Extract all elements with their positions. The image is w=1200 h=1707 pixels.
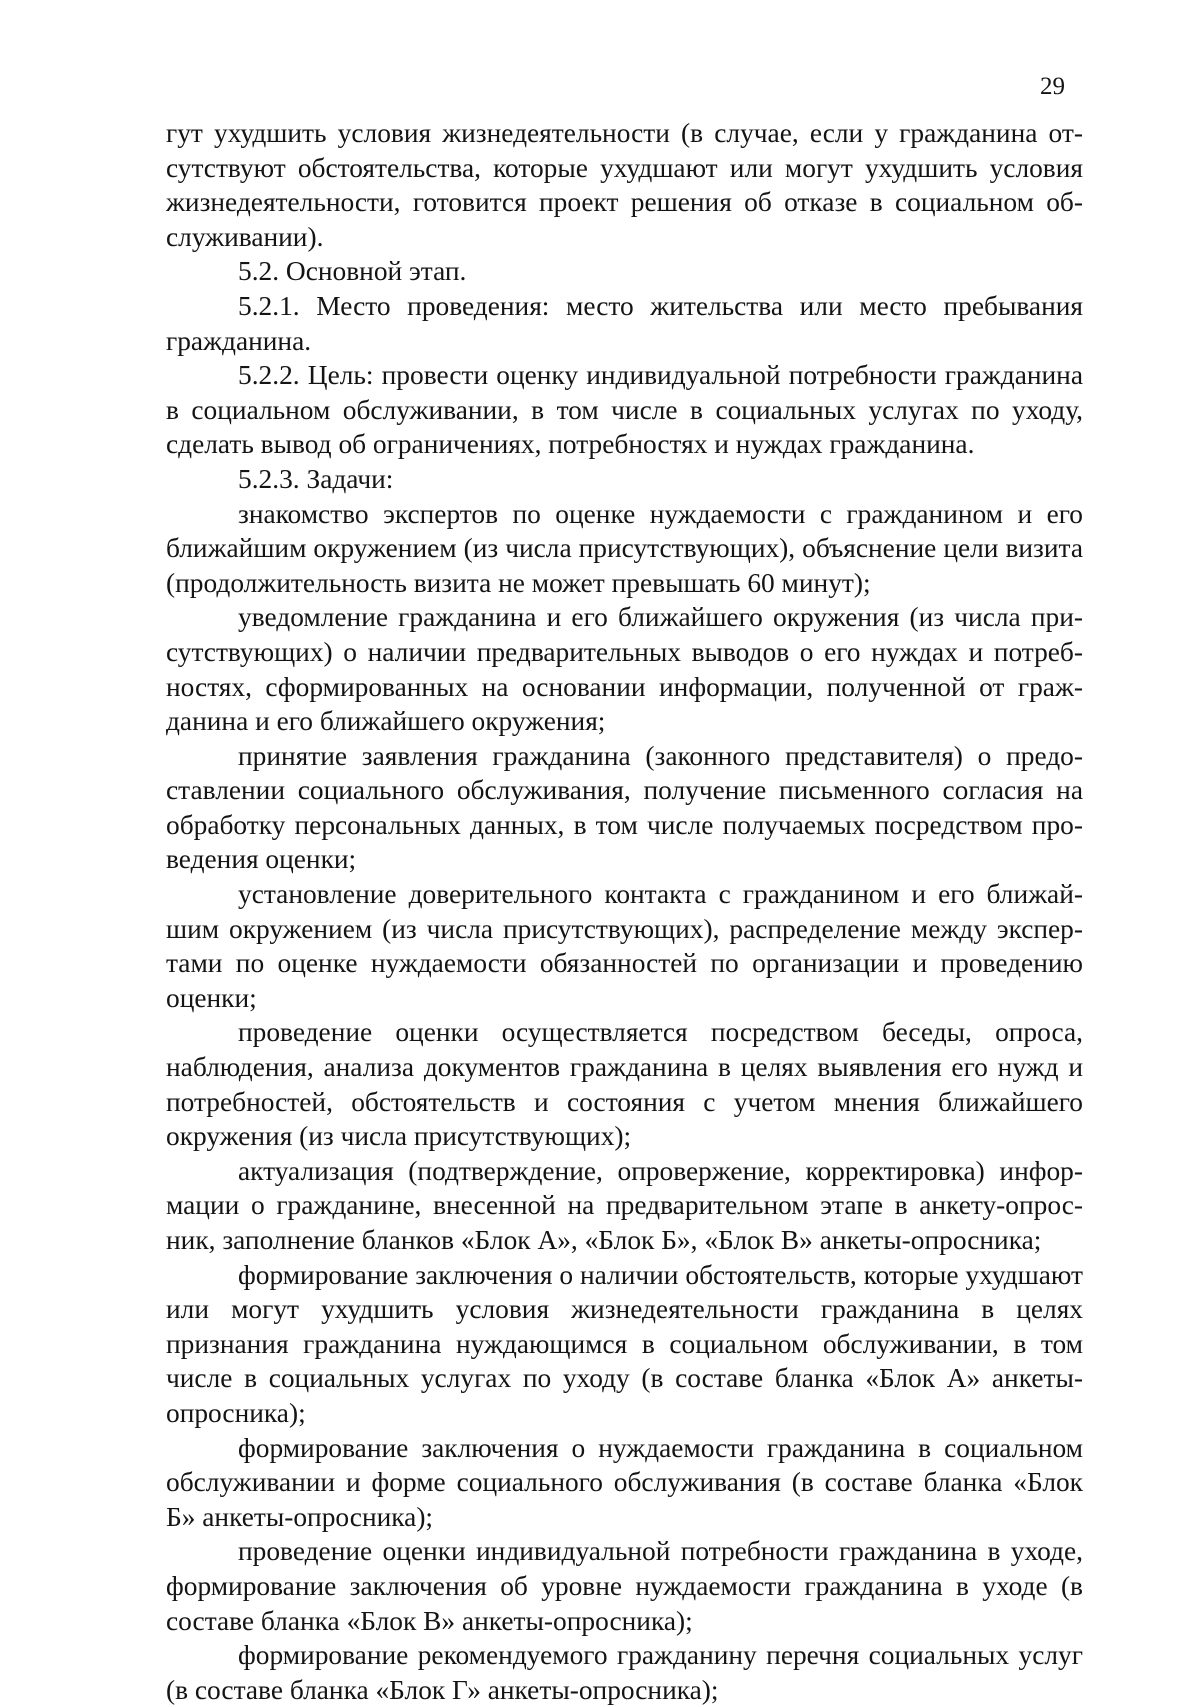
paragraph-5-2-3: 5.2.3. Задачи:: [238, 463, 394, 494]
document-body: [166, 116, 1083, 1707]
paragraph-5-2-2: 5.2.2. Цель: провести оценку индивидуальной потребности гражданина в социальном обслуживании, в том числе в социальных услугах по уходу, сделать вывод об ограничениях, потребностях и нуждах гражданина.: [166, 360, 1083, 460]
task-item: формирование заключения о нуждаемости гражданина в социальном обслуживании и форме социального обслуживания (в составе бланка «Блок Б» анкеты-опросника);: [166, 1432, 1083, 1532]
task-item: формирование заключения о наличии обстоятельств, которые ухудшают или могут ухудшить условия жизнедеятельности гражданина в целях признания гражданина нуждающимся в социальном обслуживании, в том числе в социальных услугах по уходу (в составе бланка «Блок А» анкеты-опросника);: [166, 1259, 1083, 1428]
task-item: актуализация (подтверждение, опровержение, корректировка) информации о гражданине, внесенной на предварительном этапе в анкету-опросник, заполнение бланков «Блок А», «Блок Б», «Блок В» анкеты-опросника;: [166, 1155, 1083, 1255]
task-item: принятие заявления гражданина (законного представителя) о предоставлении социального обслуживания, получение письменного согласия на обработку персональных данных, в том числе получаемых посредством проведения оценки;: [166, 740, 1083, 875]
task-item: знакомство экспертов по оценке нуждаемости с гражданином и его ближайшим окружением (из числа присутствующих), объяснение цели визита (продолжительность визита не может превышать 60 минут);: [166, 498, 1083, 598]
paragraph-continuation: гут ухудшить условия жизнедеятельности (в случае, если у гражданина отсутствуют обстоятельства, которые ухудшают или могут ухудшить условия жизнедеятельности, готовится проект решения об отказе в социальном обслуживании).: [166, 118, 1083, 252]
page-number: 29: [1040, 73, 1065, 100]
task-item: проведение оценки осуществляется посредством беседы, опроса, наблюдения, анализа документов гражданина в целях выявления его нужд и потребностей, обстоятельств и состояния с учетом мнения ближайшего окружения (из числа присутствующих);: [166, 1017, 1083, 1152]
paragraph-5-2-1: 5.2.1. Место проведения: место жительства или место пребывания гражданина.: [166, 290, 1083, 356]
task-item: проведение оценки индивидуальной потребности гражданина в уходе, формирование заключения об уровне нуждаемости гражданина в уходе (в составе бланка «Блок В» анкеты-опросника);: [166, 1536, 1083, 1636]
task-item: установление доверительного контакта с гражданином и его ближайшим окружением (из числа присутствующих), распределение между экспертами по оценке нуждаемости обязанностей по организации и проведению оценки;: [166, 879, 1083, 1013]
section-heading-5-2: 5.2. Основной этап.: [238, 256, 467, 287]
task-item: формирование рекомендуемого гражданину перечня социальных услуг (в составе бланка «Блок Г» анкеты-опросника);: [166, 1640, 1083, 1705]
task-item: уведомление гражданина и его ближайшего окружения (из числа присутствующих) о наличии предварительных выводов о его нуждах и потребностях, сформированных на основании информации, полученной от гражданина и его ближайшего окружения;: [166, 602, 1083, 737]
